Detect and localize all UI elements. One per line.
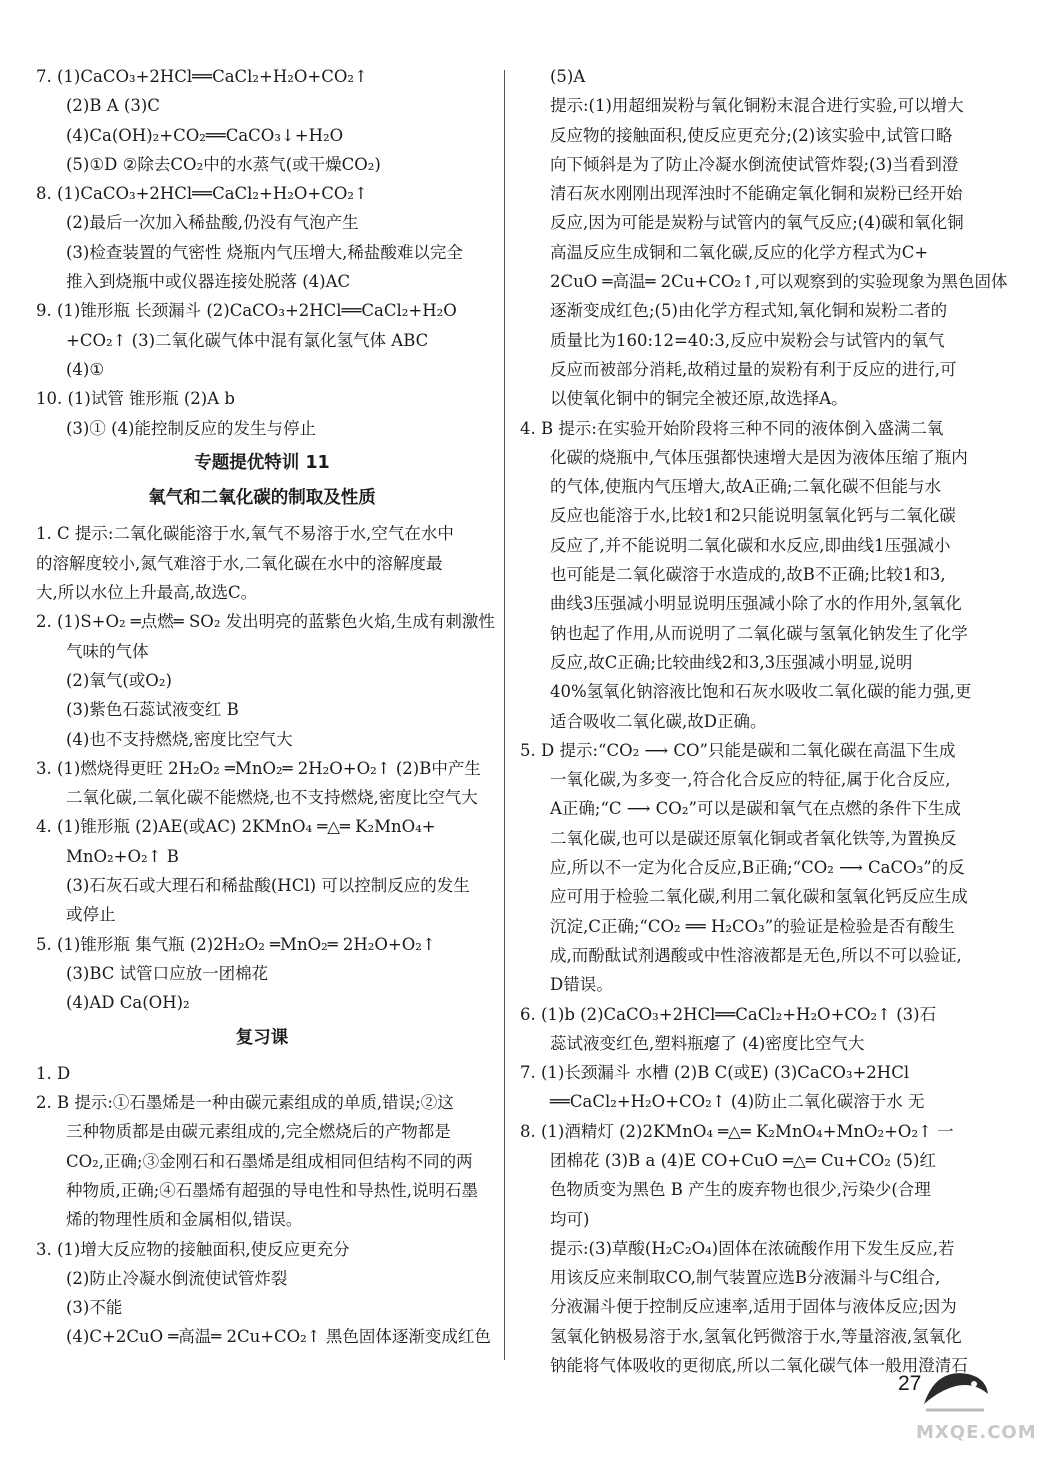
- answer-line: 9. (1)锥形瓶 长颈漏斗 (2)CaCO₃+2HCl══CaCl₂+H₂O: [36, 301, 457, 321]
- answer-line: 二氧化碳,二氧化碳不能燃烧,也不支持燃烧,密度比空气大: [66, 788, 478, 808]
- watermark-logo-icon: [916, 1360, 994, 1420]
- answer-line: (3)不能: [66, 1298, 123, 1318]
- answer-line: 反应而被部分消耗,故稍过量的炭粉有利于反应的进行,可: [550, 359, 957, 379]
- answer-line: 种物质,正确;④石墨烯有超强的导电性和导热性,说明石墨: [66, 1180, 479, 1200]
- answer-line: 3. (1)增大反应物的接触面积,使反应更充分: [36, 1239, 350, 1259]
- section-heading: 复习课: [235, 1027, 289, 1048]
- answer-line: 高温反应生成铜和二氧化碳,反应的化学方程式为C+: [550, 242, 929, 262]
- answer-line: 化碳的烧瓶中,气体压强都快速增大是因为液体压缩了瓶内: [550, 447, 968, 467]
- answer-line: 10. (1)试管 锥形瓶 (2)A b: [36, 389, 235, 409]
- answer-line: 7. (1)长颈漏斗 水槽 (2)B C(或E) (3)CaCO₃+2HCl: [520, 1063, 910, 1083]
- answer-line: (2)氧气(或O₂): [66, 670, 172, 690]
- answer-line: (4)C+2CuO ═高温═ 2Cu+CO₂↑ 黑色固体逐渐变成红色: [66, 1327, 491, 1347]
- section-heading: 氧气和二氧化碳的制取及性质: [148, 488, 376, 509]
- column-divider: [504, 70, 505, 1360]
- answer-line: 反应也能溶于水,比较1和2只能说明氢氧化钙与二氧化碳: [550, 506, 956, 526]
- answer-line: 向下倾斜是为了防止冷凝水倒流使试管炸裂;(3)当看到澄: [550, 154, 959, 174]
- answer-line: 蕊试液变红色,塑料瓶瘪了 (4)密度比空气大: [550, 1033, 865, 1053]
- answer-line: 40%氢氧化钠溶液比饱和石灰水吸收二氧化碳的能力强,更: [550, 682, 972, 702]
- answer-line: A正确;“C ⟶ CO₂”可以是碳和氧气在点燃的条件下生成: [550, 799, 961, 819]
- answer-line: CO₂,正确;③金刚石和石墨烯是组成相同但结构不同的两: [66, 1151, 473, 1171]
- answer-line: 的溶解度较小,氮气难溶于水,二氧化碳在水中的溶解度最: [36, 553, 443, 573]
- answer-line: 7. (1)CaCO₃+2HCl══CaCl₂+H₂O+CO₂↑: [36, 67, 368, 86]
- answer-line: 的气体,使瓶内气压增大,故A正确;二氧化碳不但能与水: [550, 477, 941, 497]
- answer-line: 1. D: [36, 1063, 71, 1083]
- answer-line: 钠能将气体吸收的更彻底,所以二氧化碳气体一般用澄清石: [550, 1356, 968, 1376]
- answer-line: ══CaCl₂+H₂O+CO₂↑ (4)防止二氧化碳溶于水 无: [550, 1092, 925, 1112]
- answer-line: 大,所以水位上升最高,故选C。: [36, 583, 258, 603]
- answer-line: 应可用于检验二氧化碳,利用二氧化碳和氢氧化钙反应生成: [550, 887, 968, 907]
- right-column: [520, 62, 1008, 1380]
- answer-line: (4)①: [66, 359, 105, 379]
- answer-line: D错误。: [550, 975, 613, 995]
- answer-line: 氢氧化钠极易溶于水,氢氧化钙微溶于水,等量溶液,氢氧化: [550, 1326, 962, 1346]
- answer-line: 分液漏斗便于控制反应速率,适用于固体与液体反应;因为: [550, 1297, 957, 1317]
- answer-line: 提示:(3)草酸(H₂C₂O₄)固体在浓硫酸作用下发生反应,若: [550, 1238, 955, 1258]
- answer-line: 三种物质都是由碳元素组成的,完全燃烧后的产物都是: [66, 1122, 451, 1142]
- answer-line: 一氧化碳,为多变一,符合化合反应的特征,属于化合反应,: [550, 770, 951, 790]
- answer-line: 5. D 提示:“CO₂ ⟶ CO”只能是碳和二氧化碳在高温下生成: [520, 740, 956, 760]
- answer-line: (2)防止冷凝水倒流使试管炸裂: [66, 1268, 288, 1288]
- left-column: [36, 62, 495, 1352]
- answer-line: 提示:(1)用超细炭粉与氧化铜粉末混合进行实验,可以增大: [550, 96, 964, 116]
- answer-line: 4. B 提示:在实验开始阶段将三种不同的液体倒入盛满二氧: [520, 418, 944, 438]
- answer-line: (3)石灰石或大理石和稀盐酸(HCl) 可以控制反应的发生: [66, 876, 470, 896]
- answer-line: 气味的气体: [66, 641, 149, 661]
- answer-line: 钠也起了作用,从而说明了二氧化碳与氢氧化钠发生了化学: [550, 623, 968, 643]
- answer-line: 二氧化碳,也可以是碳还原氧化铜或者氧化铁等,为置换反: [550, 828, 957, 848]
- answer-line: 色物质变为黑色 B 产生的废弃物也很少,污染少(合理: [550, 1180, 931, 1200]
- answer-line: (4)Ca(OH)₂+CO₂══CaCO₃↓+H₂O: [66, 125, 344, 145]
- answer-line: MnO₂+O₂↑ B: [66, 846, 179, 866]
- answer-line: 用该反应来制取CO,制气装置应选B分液漏斗与C组合,: [550, 1268, 941, 1288]
- answer-line: 沉淀,C正确;“CO₂ ══ H₂CO₃”的验证是检验是否有酸生: [550, 916, 955, 936]
- answer-line: (3)BC 试管口应放一团棉花: [66, 963, 269, 983]
- watermark: [916, 1360, 1037, 1456]
- answer-line: (2)最后一次加入稀盐酸,仍没有气泡产生: [66, 213, 359, 233]
- answer-line: 逐渐变成红色;(5)由化学方程式知,氧化铜和炭粉二者的: [550, 301, 948, 321]
- answer-line: 均可): [550, 1209, 590, 1229]
- answer-line: 反应,因为可能是炭粉与试管内的氧气反应;(4)碳和氧化铜: [550, 213, 964, 233]
- answer-line: 3. (1)燃烧得更旺 2H₂O₂ ═MnO₂═ 2H₂O+O₂↑ (2)B中产生: [36, 758, 481, 778]
- answer-line: 适合吸收二氧化碳,故D正确。: [550, 711, 767, 731]
- answer-line: 质量比为160:12=40:3,反应中炭粉会与试管内的氧气: [550, 330, 945, 350]
- answer-line: 烯的物理性质和金属相似,错误。: [66, 1210, 303, 1230]
- answer-line: 推入到烧瓶中或仪器连接处脱落 (4)AC: [66, 272, 351, 292]
- answer-line: (2)B A (3)C: [66, 96, 160, 116]
- answer-line: (4)AD Ca(OH)₂: [66, 993, 190, 1013]
- answer-line: (3)① (4)能控制反应的发生与停止: [66, 418, 316, 438]
- answer-line: 成,而酚酞试剂遇酸或中性溶液都是无色,所以不可以验证,: [550, 945, 962, 965]
- section-heading: 专题提优特训 11: [194, 452, 330, 473]
- answer-line: 也可能是二氧化碳溶于水造成的,故B不正确;比较1和3,: [550, 565, 946, 585]
- answer-line: 以使氧化铜中的铜完全被还原,故选择A。: [550, 389, 848, 409]
- answer-line: +CO₂↑ (3)二氧化碳气体中混有氯化氢气体 ABC: [66, 330, 429, 350]
- answer-line: 5. (1)锥形瓶 集气瓶 (2)2H₂O₂ ═MnO₂═ 2H₂O+O₂↑: [36, 934, 436, 954]
- answer-line: 反应了,并不能说明二氧化碳和水反应,即曲线1压强减小: [550, 535, 951, 555]
- answer-line: 反应物的接触面积,使反应更充分;(2)该实验中,试管口略: [550, 125, 953, 145]
- answer-line: 2. B 提示:①石墨烯是一种由碳元素组成的单质,错误;②这: [36, 1093, 454, 1113]
- answer-line: 团棉花 (3)B a (4)E CO+CuO ═△═ Cu+CO₂ (5)红: [550, 1150, 936, 1170]
- answer-line: 清石灰水刚刚出现浑浊时不能确定氧化铜和炭粉已经开始: [550, 184, 963, 204]
- answer-line: 6. (1)b (2)CaCO₃+2HCl══CaCl₂+H₂O+CO₂↑ (3)石: [520, 1004, 937, 1024]
- answer-line: 应,所以不一定为化合反应,B正确;“CO₂ ⟶ CaCO₃”的反: [550, 858, 965, 878]
- answer-line: 曲线3压强减小明显说明压强减小除了水的作用外,氢氧化: [550, 594, 962, 614]
- answer-line: 1. C 提示:二氧化碳能溶于水,氧气不易溶于水,空气在水中: [36, 524, 454, 544]
- answer-line: (3)紫色石蕊试液变红 B: [66, 700, 239, 720]
- answer-line: 2CuO ═高温═ 2Cu+CO₂↑,可以观察到的实验现象为黑色固体: [550, 272, 1008, 292]
- answer-line: 2. (1)S+O₂ ═点燃═ SO₂ 发出明亮的蓝紫色火焰,生成有刺激性: [36, 612, 495, 632]
- answer-line: 8. (1)酒精灯 (2)2KMnO₄ ═△═ K₂MnO₄+MnO₂+O₂↑ 一: [520, 1121, 954, 1141]
- answer-line: 8. (1)CaCO₃+2HCl══CaCl₂+H₂O+CO₂↑: [36, 184, 368, 204]
- answer-line: (3)检查装置的气密性 烧瓶内气压增大,稀盐酸难以完全: [66, 242, 463, 262]
- answer-line: (5)A: [550, 67, 586, 86]
- watermark-text: MXQE.COM: [916, 1422, 1037, 1443]
- answer-line: 或停止: [66, 905, 116, 925]
- answer-line: 4. (1)锥形瓶 (2)AE(或AC) 2KMnO₄ ═△═ K₂MnO₄+: [36, 817, 436, 837]
- answer-line: (5)①D ②除去CO₂中的水蒸气(或干燥CO₂): [66, 154, 381, 174]
- page-number: 27: [898, 1372, 922, 1395]
- answer-line: 反应,故C正确;比较曲线2和3,3压强减小明显,说明: [550, 652, 913, 672]
- answer-line: (4)也不支持燃烧,密度比空气大: [66, 729, 293, 749]
